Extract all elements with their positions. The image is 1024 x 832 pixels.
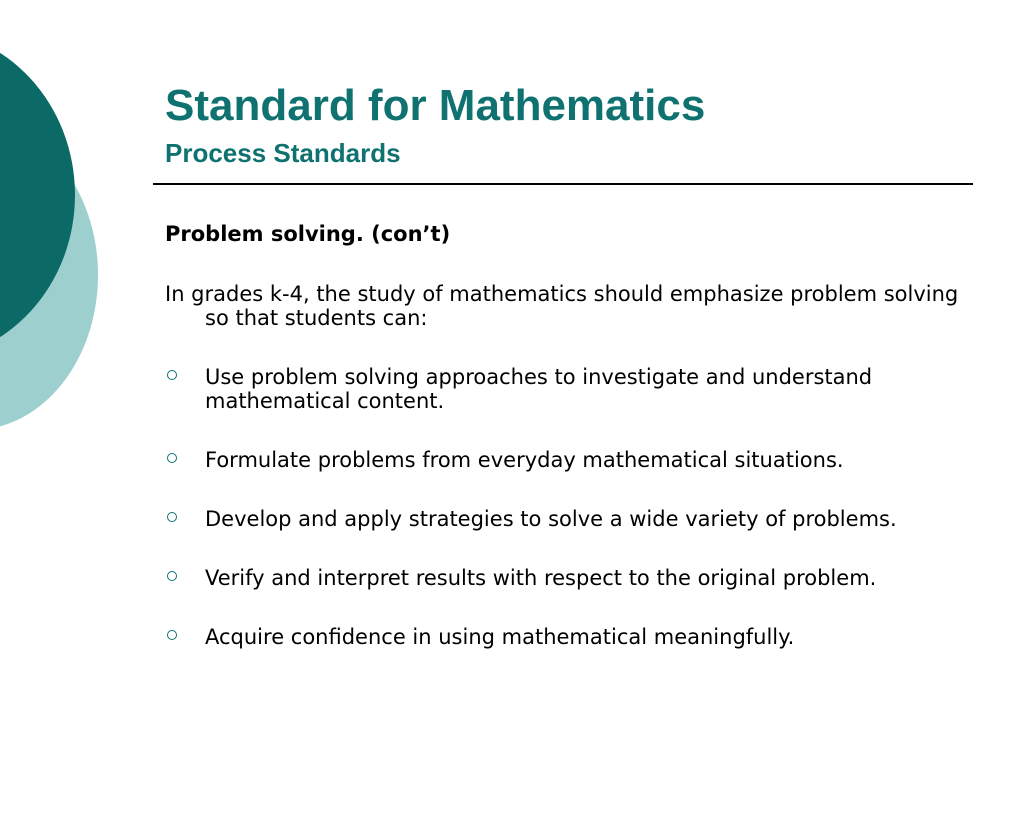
title-divider: [153, 183, 973, 185]
bullet-item: [165, 566, 985, 590]
bullet-text: Formulate problems from everyday mathematical situations.: [205, 448, 844, 472]
intro-paragraph: In grades k-4, the study of mathematics should emphasize problem solving so that students can:: [165, 282, 959, 330]
slide-subtitle: Process Standards: [165, 138, 401, 168]
hollow-circle-bullet-icon: [167, 512, 177, 522]
bullet-item: [165, 448, 985, 472]
bullet-text: Verify and interpret results with respect to the original problem.: [205, 566, 877, 590]
bullet-text: Acquire confidence in using mathematical meaningfully.: [205, 625, 795, 649]
bullet-text: Develop and apply strategies to solve a wide variety of problems.: [205, 507, 897, 531]
slide-body: [165, 222, 985, 684]
hollow-circle-bullet-icon: [167, 453, 177, 463]
bullet-text: Use problem solving approaches to investigate and understand mathematical content.: [205, 365, 873, 413]
section-heading: Problem solving. (con’t): [165, 222, 451, 246]
bullet-item: [165, 507, 985, 531]
hollow-circle-bullet-icon: [167, 571, 177, 581]
hollow-circle-bullet-icon: [167, 370, 177, 380]
bullet-list: [165, 365, 985, 649]
hollow-circle-bullet-icon: [167, 630, 177, 640]
slide-title: Standard for Mathematics: [165, 81, 706, 130]
bullet-item: [165, 365, 985, 413]
bullet-item: [165, 625, 985, 649]
